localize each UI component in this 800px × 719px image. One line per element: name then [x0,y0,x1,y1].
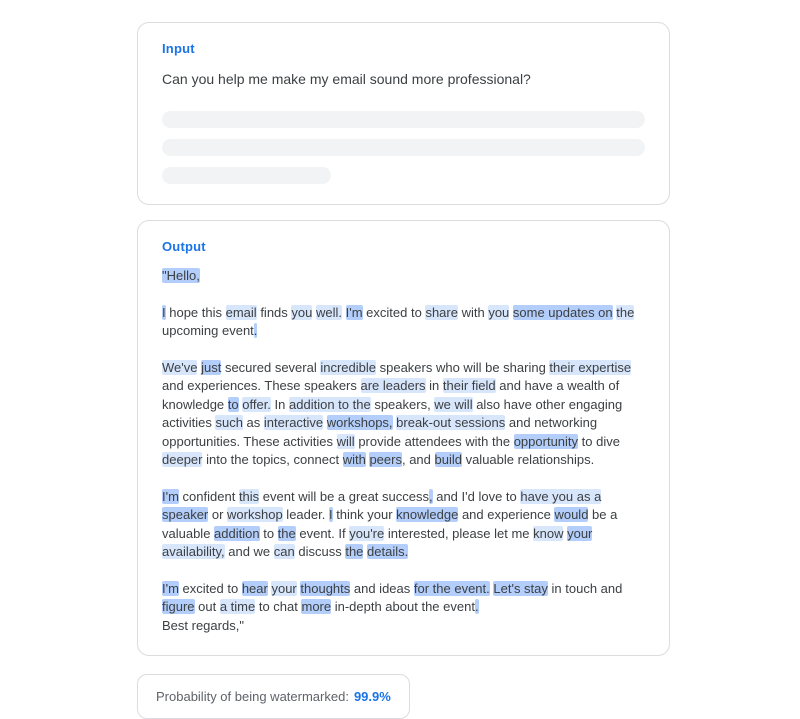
watermark-highlight: share [425,304,458,320]
watermark-highlight: I [328,507,333,522]
output-text-segment: be a valuable [162,507,618,541]
output-text-segment: and have a wealth of knowledge [162,378,620,412]
watermark-highlight: with [342,452,366,467]
output-text-segment: and experience [458,507,555,522]
output-card-label: Output [162,239,206,254]
watermark-highlight: just [201,359,222,375]
skeleton-line [162,111,645,128]
watermark-highlight: break-out sessions [396,415,506,430]
watermark-highlight: are leaders [360,378,426,393]
output-text-segment: or [208,507,228,522]
watermark-highlight: details. [367,544,409,559]
output-text-segment: and ideas [350,580,414,596]
watermark-highlight: their field [442,378,496,393]
watermark-highlight: , [428,488,433,504]
watermark-highlight: build [434,452,462,467]
output-text-segment: Best regards," [162,617,244,633]
output-text-segment: speakers, [370,396,435,412]
output-text-segment: provide attendees with the [354,433,514,449]
output-text-segment: in-depth about the event [331,599,475,614]
watermark-highlight: availability, [162,544,225,559]
output-text-segment: into the topics, connect [202,452,343,467]
watermark-highlight: figure [162,599,195,614]
output-text-segment: confident [178,488,239,504]
output-text-segment: to chat [255,599,302,614]
watermark-highlight: well. [315,304,342,320]
input-card [137,22,670,205]
probability-value: 99.9% [353,689,391,704]
watermark-highlight: the [277,525,296,541]
watermark-highlight: workshop [227,507,283,522]
watermark-highlight: such [215,415,243,430]
input-prompt-text: Can you help me make my email sound more professional? [162,71,531,87]
output-text-segment: also have other engaging activities [162,396,623,430]
watermark-highlight: some updates on [512,304,613,320]
output-text-segment: , and [401,452,435,467]
input-card-label: Input [162,41,195,56]
output-card [137,220,670,656]
skeleton-line [162,139,645,156]
watermark-highlight: hear [241,580,268,596]
watermark-highlight: I'm [162,580,179,596]
output-text-segment: In [270,396,290,412]
output-text-segment: leader. [282,507,329,522]
output-text-segment: to dive [578,433,620,449]
watermark-highlight: I'm [345,304,363,320]
watermark-highlight: offer. [242,396,271,412]
watermark-highlight: email [225,304,257,320]
watermark-highlight: addition to the [289,396,371,412]
watermark-highlight: their expertise [549,359,632,375]
output-text-segment: to [259,525,278,541]
output-text-segment: as [242,415,264,430]
output-text-segment: finds [256,304,292,320]
output-text-segment: excited to [362,304,426,320]
watermark-highlight: know [533,525,564,541]
watermark-highlight: the [345,544,364,559]
watermark-highlight: to [227,396,239,412]
output-text-segment: event will be a great success [259,488,429,504]
watermark-highlight: incredible [320,359,376,375]
output-text-segment: think your [332,507,397,522]
watermark-highlight: speaker [162,507,209,522]
watermark-highlight: interactive [263,415,324,430]
output-paragraph [162,304,645,341]
output-text-segment: event. If [295,525,350,541]
watermark-highlight: will [336,433,355,449]
watermark-highlight: "Hello, [162,268,200,283]
watermark-highlight: . [253,323,258,338]
watermark-highlight: your [271,580,297,596]
watermark-highlight: opportunity [513,433,579,449]
output-text-segment: and networking opportunities. These activities [162,415,598,449]
watermark-highlight: the [616,304,635,320]
output-text-segment: out [194,599,220,614]
output-text-segment: upcoming event [162,323,254,338]
probability-label: Probability of being watermarked: [156,689,349,704]
watermark-highlight: deeper [162,452,203,467]
output-text-segment: and I'd love to [432,488,521,504]
watermark-highlight: peers [369,452,402,467]
output-paragraph [162,267,645,286]
output-paragraph [162,580,645,636]
output-text-segment: and we [224,544,274,559]
watermark-highlight: a time [219,599,256,614]
output-text-segment: with [457,304,489,320]
watermark-highlight: I'm [162,488,179,504]
output-text-segment: secured several [221,359,321,375]
watermark-highlight: for the event. [413,580,490,596]
watermark-highlight: we will [434,396,473,412]
watermark-highlight: you [488,304,510,320]
watermark-highlight: more [301,599,332,614]
watermark-highlight: you're [349,525,385,541]
watermark-highlight: I [162,304,166,320]
output-paragraph [162,488,645,562]
watermark-highlight: addition [214,525,260,541]
watermark-highlight: your [567,525,593,541]
output-text-segment: speakers who will be sharing [376,359,550,375]
output-text-segment: discuss [294,544,346,559]
watermark-highlight: thoughts [300,580,351,596]
output-paragraph [162,359,645,470]
watermark-highlight: you [291,304,313,320]
skeleton-line [162,167,331,184]
output-text-segment: valuable relationships. [461,452,595,467]
watermark-highlight: knowledge [396,507,459,522]
probability-card [137,674,410,719]
watermark-highlight: workshops, [326,415,393,430]
output-text [162,267,645,635]
output-text-segment: hope this [165,304,226,320]
watermark-highlight: . [474,599,479,614]
watermark-highlight: We've [162,359,198,375]
output-text-segment: interested, please let me [384,525,534,541]
watermark-highlight: this [238,488,260,504]
watermark-highlight: Let's stay [493,580,548,596]
output-text-segment: and experiences. These speakers [162,378,361,393]
watermark-highlight: have you as a [520,488,602,504]
output-text-segment: in touch and [547,580,623,596]
watermark-highlight: would [554,507,589,522]
output-text-segment: in [425,378,443,393]
output-text-segment: excited to [178,580,242,596]
watermark-highlight: can [273,544,295,559]
